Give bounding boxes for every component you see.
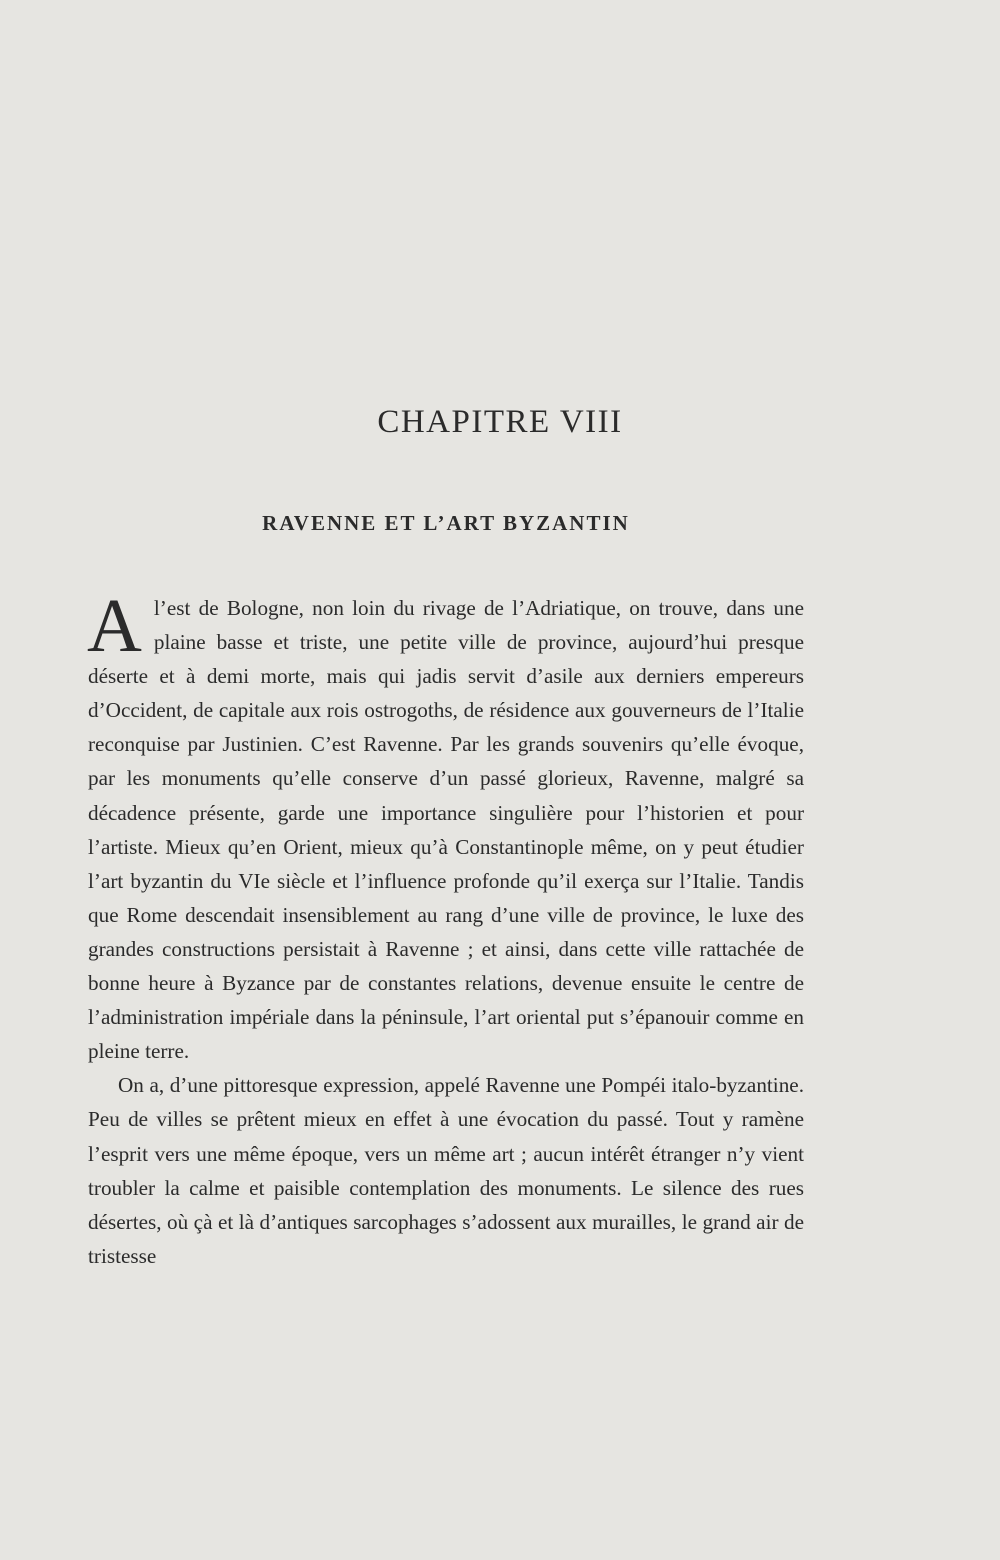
- paragraph-2: On a, d’une pittoresque expression, appelé Ravenne une Pompéi italo-byzantine. Peu de villes se prêtent mieux en effet à une évocation du passé. Tout y ramène l’esprit vers une même époque, vers un même art ; aucun intérêt étranger n’y vient troubler la calme et paisible contemplation des monuments. Le silence des rues désertes, où çà et là d’antiques sarcophages s’adossent aux murailles, le grand air de tristesse: [88, 1073, 804, 1268]
- chapter-title: CHAPITRE VIII: [377, 404, 623, 441]
- chapter-subtitle: [0, 511, 892, 536]
- paragraph-1: Al’est de Bologne, non loin du rivage de l’Adriatique, on trouve, dans une plaine basse et triste, une petite ville de province, aujourd’hui presque déserte et à demi morte, mais qui jadis servit d’asile aux derniers empereurs d’Occident, de capitale aux rois ostrogoths, de résidence aux gouverneurs de l’Italie reconquise par Justinien. C’est Ravenne. Par les grands souvenirs qu’elle évoque, par les monuments qu’elle conserve d’un passé glorieux, Ravenne, malgré sa décadence présente, garde une importance singulière pour l’historien et pour l’artiste. Mieux qu’en Orient, mieux qu’à Constantinople même, on y peut étudier l’art byzantin du VIe siècle et l’influence profonde qu’il exerça sur l’Italie. Tandis que Rome descendait insensiblement au rang d’une ville de province, le luxe des grandes constructions persistait à Ravenne ; et ainsi, dans cette ville rattachée de bonne heure à Byzance par de constantes relations, devenue ensuite le centre de l’administration impériale dans la péninsule, l’art oriental put s’épanouir comme en pleine terre.: [87, 584, 804, 1064]
- body-text: [87, 584, 804, 1273]
- chapter-subtitle-text: RAVENNE ET L’ART BYZANTIN: [262, 511, 630, 536]
